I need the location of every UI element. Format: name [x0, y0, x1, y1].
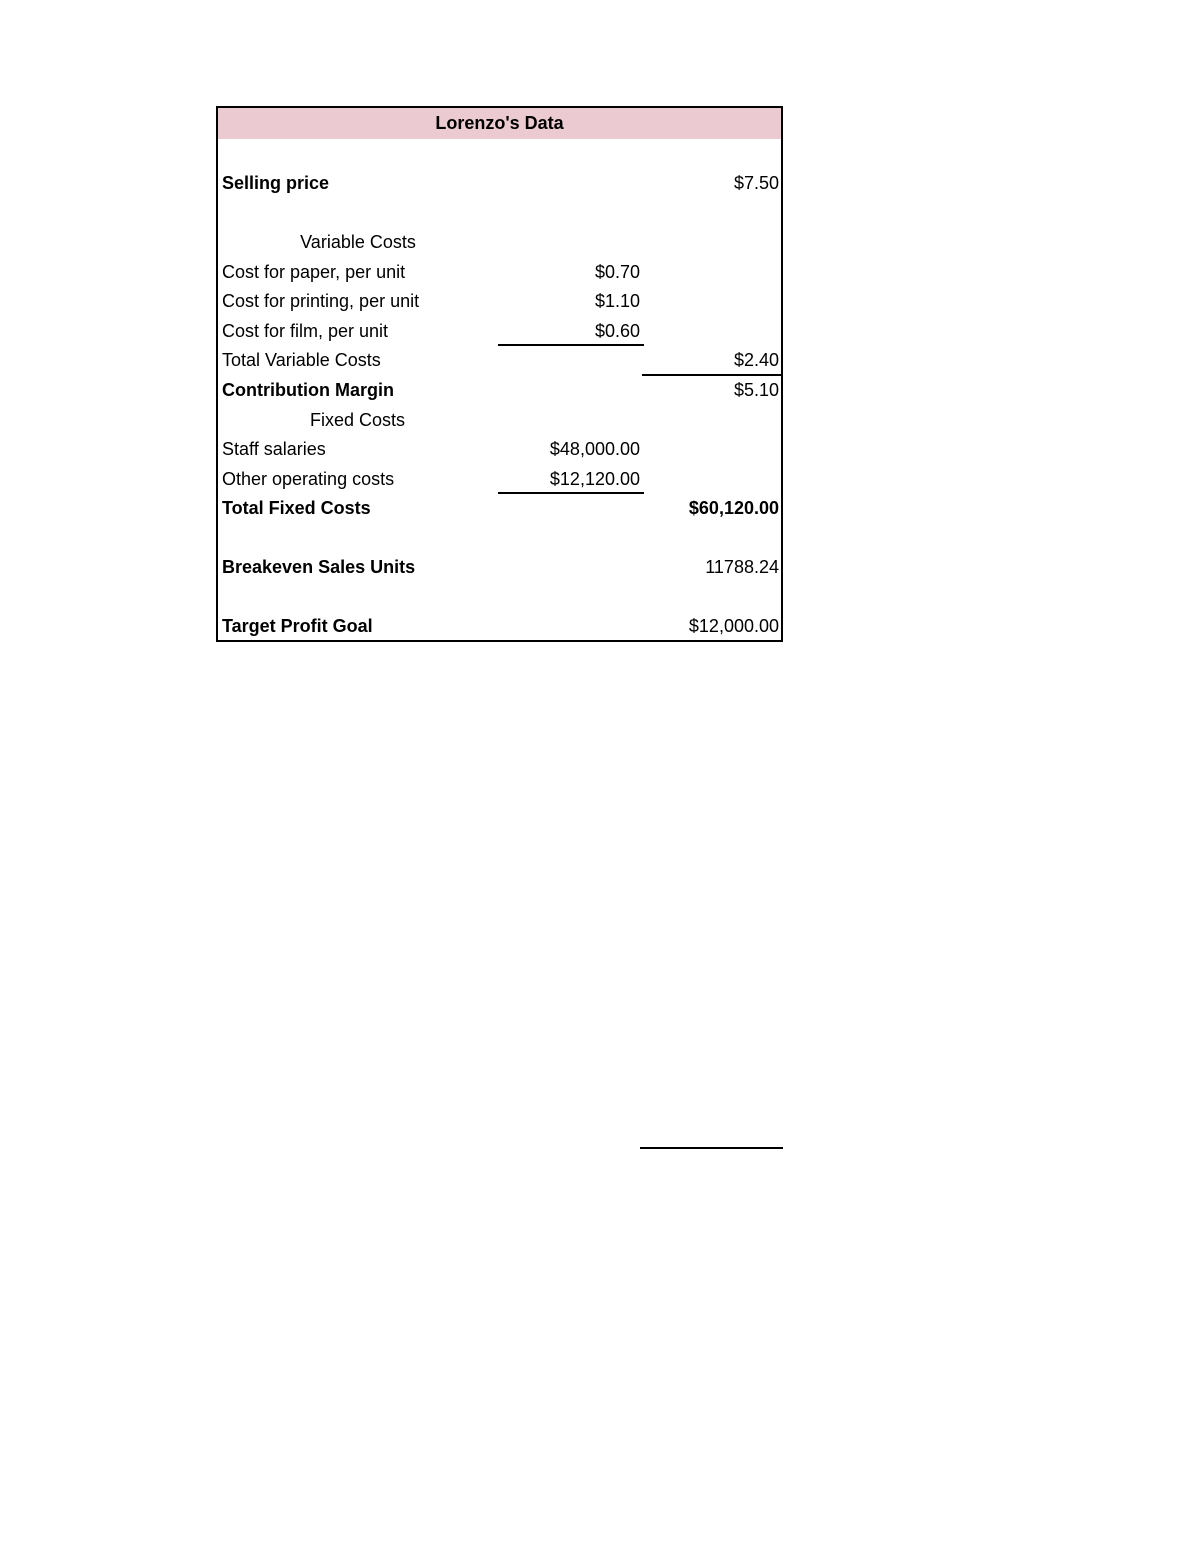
- fixed-cost-label: Other operating costs: [222, 469, 395, 489]
- fixed-costs-heading-row: [218, 405, 781, 435]
- fixed-cost-label: Staff salaries: [222, 439, 326, 459]
- fixed-cost-value: $48,000.00: [549, 439, 640, 459]
- variable-cost-value: $0.70: [594, 262, 640, 282]
- total-fixed-costs-label: Total Fixed Costs: [222, 498, 371, 518]
- selling-price-label: Selling price: [222, 173, 330, 193]
- variable-cost-value: $0.60: [594, 321, 640, 341]
- contribution-margin-value: $5.10: [733, 380, 779, 400]
- spreadsheet-table: [216, 106, 783, 642]
- breakeven-row: [218, 552, 781, 582]
- fixed-cost-row: [218, 464, 781, 494]
- selling-price-value: $7.50: [733, 173, 779, 193]
- stray-underline-rule: [640, 1147, 783, 1149]
- fixed-costs-heading: Fixed Costs: [310, 410, 406, 430]
- total-fixed-costs-value: $60,120.00: [688, 498, 779, 518]
- fixed-cost-row: [218, 434, 781, 464]
- breakeven-value: 11788.24: [705, 557, 779, 577]
- target-profit-row: [218, 611, 781, 641]
- variable-cost-value: $1.10: [594, 291, 640, 311]
- target-profit-label: Target Profit Goal: [222, 616, 373, 636]
- selling-price-row: [218, 168, 781, 198]
- variable-cost-label: Cost for printing, per unit: [222, 291, 420, 311]
- total-variable-costs-label: Total Variable Costs: [222, 350, 381, 370]
- variable-cost-row: [218, 286, 781, 316]
- sheet-title: Lorenzo's Data: [218, 108, 781, 139]
- variable-cost-label: Cost for paper, per unit: [222, 262, 406, 282]
- target-profit-value: $12,000.00: [688, 616, 779, 636]
- contribution-margin-row: [218, 375, 781, 405]
- variable-cost-label: Cost for film, per unit: [222, 321, 389, 341]
- breakeven-label: Breakeven Sales Units: [222, 557, 416, 577]
- variable-cost-row: [218, 316, 781, 346]
- total-variable-costs-value: $2.40: [733, 350, 779, 370]
- total-variable-costs-row: [218, 345, 781, 375]
- fixed-cost-value: $12,120.00: [549, 469, 640, 489]
- total-fixed-costs-row: [218, 493, 781, 523]
- variable-costs-heading: Variable Costs: [300, 232, 416, 252]
- variable-cost-row: [218, 257, 781, 287]
- contribution-margin-label: Contribution Margin: [222, 380, 394, 400]
- variable-costs-heading-row: [218, 227, 781, 257]
